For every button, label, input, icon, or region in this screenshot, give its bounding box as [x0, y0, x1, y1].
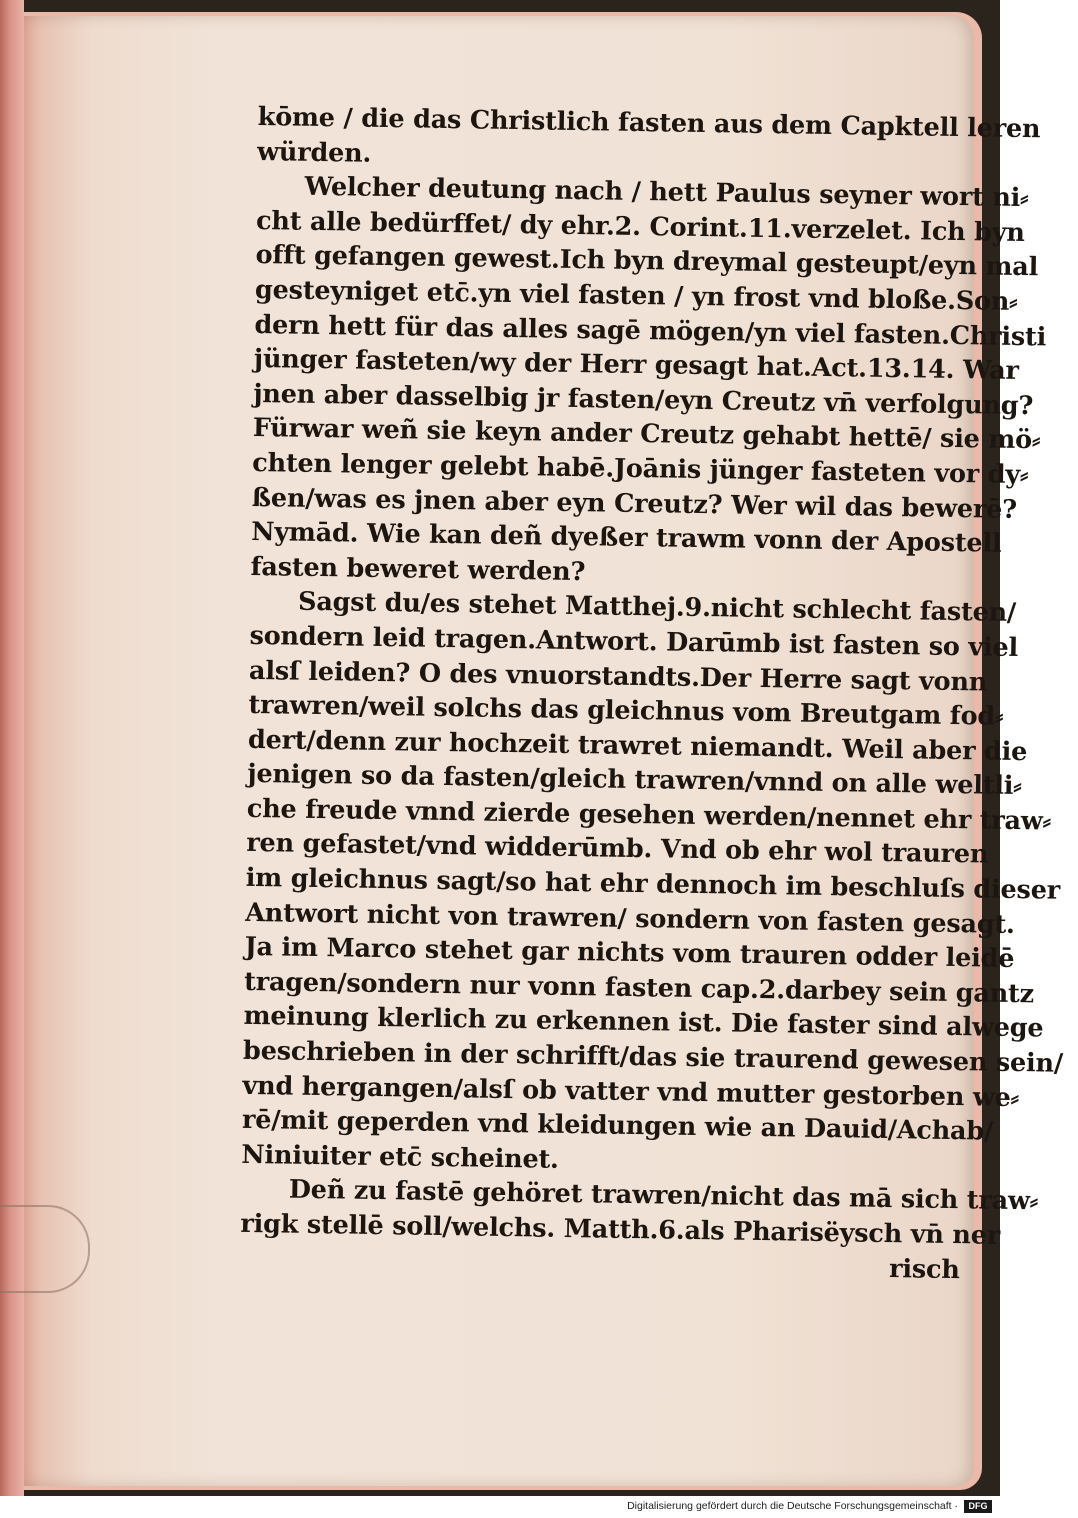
- text-line: Deñ zu fastē gehöret trawren/nicht das mā sich traw⸗: [288, 1175, 1039, 1217]
- text-line: fasten beweret werden?: [250, 551, 586, 587]
- text-line: meinung klerlich zu erkennen ist. Die faster sind alwege: [243, 1001, 1044, 1044]
- text-line: offt gefangen gewest.Ich byn dreymal gesteupt/eyn mal: [255, 240, 1039, 283]
- dfg-logo-icon: DFG: [964, 1500, 992, 1513]
- text-line: dern hett für das alles sagē mögen/yn viel fasten.Christi: [254, 309, 1047, 352]
- text-line: chten lenger gelebt habē.Joānis jünger fasteten vor dy⸗: [252, 447, 1029, 491]
- text-line: Antwort nicht von trawren/ sondern von fasten gesagt.: [244, 897, 1015, 940]
- text-line: dert/denn zur hochzeit trawret niemandt. Weil aber die: [247, 724, 1028, 767]
- text-line: cht alle bedürffet/ dy ehr.2. Corint.11.verzelet. Ich byn: [255, 205, 1025, 248]
- text-line: ren gefastet/vnd widderūmb. Vnd ob ehr wol trauren: [246, 828, 989, 871]
- catchword: risch: [888, 1253, 960, 1285]
- text-line: kōme / die das Christlich fasten aus dem Capktell leren: [257, 101, 1041, 145]
- text-line: beschrieben in der schrifft/das sie traurend gewesen sein/: [242, 1035, 1064, 1079]
- text-line: alsſ leiden? O des vnuorstandts.Der Herre sagt vonn: [248, 655, 988, 698]
- text-line: rē/mit geperden vnd kleidungen wie an Dauid/Achab/: [241, 1105, 994, 1147]
- text-line: vnd hergangen/alsſ ob vatter vnd mutter gestorben we⸗: [242, 1070, 1020, 1113]
- footer: [0, 1496, 1000, 1518]
- text-line: tragen/sondern nur vonn fasten cap.2.darbey sein gantz: [243, 966, 1035, 1010]
- text-line: würden.: [256, 136, 372, 169]
- text-line: sondern leid tragen.Antwort. Darūmb ist fasten so viel: [249, 620, 1019, 663]
- text-line: rigk stellē soll/welchs. Matth.6.als Pharisëysch vn̄ ner: [240, 1208, 1001, 1251]
- text-line: che freude vnnd zierde gesehen werden/nennet ehr traw⸗: [246, 793, 1052, 837]
- text-line: gesteyniget etc̄.yn viel fasten / yn frost vnd bloße.Son⸗: [254, 274, 1018, 317]
- text-line: jnen aber dasselbig jr fasten/eyn Creutz vn̄ verfolgung?: [253, 378, 1034, 421]
- page-text: [240, 100, 1064, 1288]
- text-line: jünger fasteten/wy der Herr gesagt hat.Act.13.14. War: [253, 344, 1020, 387]
- text-line: Nymād. Wie kan deñ dyeßer trawm vonn der Apostell: [250, 517, 1002, 559]
- text-line: ßen/was es jnen aber eyn Creutz? Wer wil das bewerē?: [251, 482, 1018, 525]
- text-line: jenigen so da fasten/gleich trawren/vnnd on alle weltli⸗: [247, 759, 1022, 802]
- bookmark-outline: [0, 1205, 90, 1293]
- text-line: Fürwar weñ sie keyn ander Creutz gehabt hettē/ sie mö⸗: [252, 413, 1041, 456]
- text-line: Sagst du/es stehet Matthej.9.nicht schlecht fasten/: [297, 587, 1017, 629]
- text-line: Niniuiter etc̄ scheinet.: [241, 1139, 559, 1175]
- text-line: trawren/weil solchs das gleichnus vom Breutgam fod⸗: [248, 690, 1004, 732]
- text-line: Welcher deutung nach / hett Paulus seyner wort ni⸗: [304, 171, 1029, 214]
- funding-notice: Digitalisierung gefördert durch die Deutsche Forschungsgemeinschaft ·: [627, 1500, 958, 1512]
- text-line: Ja im Marco stehet gar nichts vom trauren odder leidē: [244, 932, 1015, 975]
- text-line: im gleichnus sagt/so hat ehr dennoch im beschluſs dieser: [245, 862, 1061, 906]
